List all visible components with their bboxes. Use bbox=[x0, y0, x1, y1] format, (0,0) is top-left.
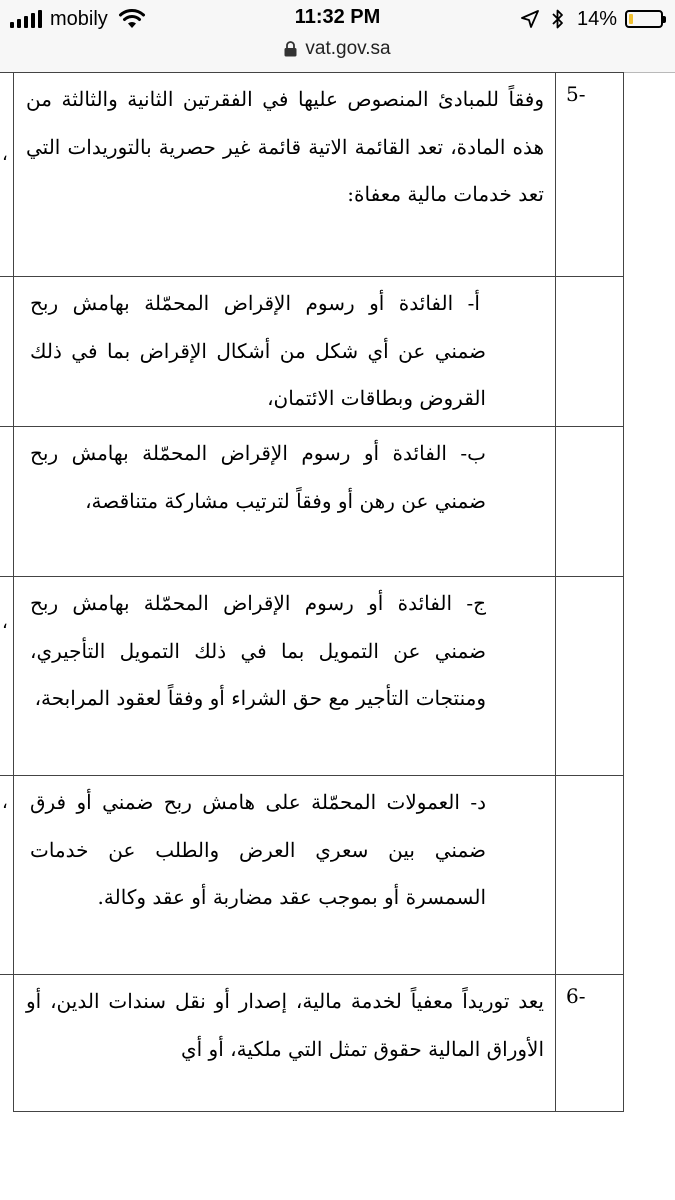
clock: 11:32 PM bbox=[294, 6, 381, 28]
table-bottom-border bbox=[13, 1111, 624, 1112]
carrier-name: mobily bbox=[50, 7, 108, 30]
bluetooth-icon bbox=[551, 8, 565, 30]
table-row bbox=[0, 974, 675, 1111]
item-text: ج- الفائدة أو رسوم الإقراض المحمّلة بهامش ربح ضمني عن التمويل بما في ذلك التمويل التأجيري، ومنتجات التأجير مع حق الشراء أو وفقاً لعقود المرابحة، bbox=[30, 591, 487, 710]
edge-mark: ، bbox=[2, 612, 8, 633]
document-table bbox=[0, 72, 675, 1200]
table-row bbox=[0, 72, 675, 276]
clause-number: 6- bbox=[566, 984, 586, 1008]
table-row bbox=[0, 276, 675, 426]
battery-level bbox=[629, 14, 633, 24]
item-text: أ- الفائدة أو رسوم الإقراض المحمّلة بهامش ربح ضمني عن أي شكل من أشكال الإقراض بما في ذلك القروض وبطاقات الائتمان، bbox=[30, 291, 486, 410]
table-row bbox=[0, 426, 675, 576]
battery-percent: 14% bbox=[576, 7, 617, 30]
url-bar[interactable] bbox=[0, 36, 675, 62]
edge-mark: ، bbox=[2, 144, 8, 165]
table-row bbox=[0, 775, 675, 974]
item-text: د- العمولات المحمّلة على هامش ربح ضمني أو فرق ضمني بين سعري العرض والطلب عن خدمات السمسرة أو بموجب عقد مضاربة أو عقد وكالة. bbox=[30, 790, 486, 909]
item-text: ب- الفائدة أو رسوم الإقراض المحمّلة بهامش ربح ضمني عن رهن أو وفقاً لترتيب مشاركة متناقصة، bbox=[30, 441, 486, 513]
table-row bbox=[0, 576, 675, 775]
location-arrow-icon bbox=[521, 10, 539, 28]
status-bar bbox=[0, 0, 675, 73]
edge-mark: ، bbox=[2, 792, 8, 813]
battery-icon bbox=[625, 10, 663, 28]
status-right bbox=[521, 6, 663, 32]
url-text[interactable]: vat.gov.sa bbox=[305, 38, 391, 59]
clause-text: وفقاً للمبادئ المنصوص عليها في الفقرتين الثانية والثالثة من هذه المادة، تعد القائمة الاتية قائمة غير حصرية بالتوريدات التي تعد خدمات مالية معفاة: bbox=[26, 87, 544, 206]
clause-number: 5- bbox=[566, 82, 586, 106]
clause-text: يعد توريداً معفياً لخدمة مالية، إصدار أو نقل سندات الدين، أو الأوراق المالية حقوق تمثل التي ملكية، أو أي bbox=[26, 989, 544, 1061]
lock-icon bbox=[284, 41, 297, 57]
